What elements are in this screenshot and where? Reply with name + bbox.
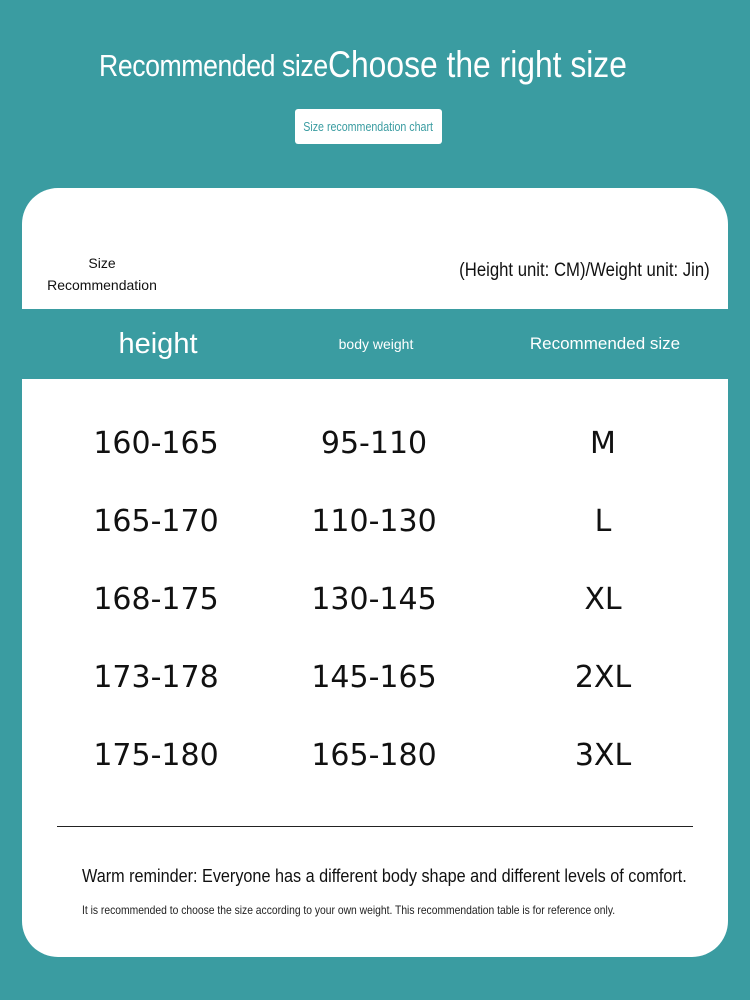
size-cell: 2XL bbox=[574, 659, 632, 695]
height-cell: 165-170 bbox=[93, 503, 219, 539]
column-header-height: height bbox=[118, 327, 198, 360]
weight-cell: 165-180 bbox=[311, 737, 437, 773]
page-title-choose-size: Choose the right size bbox=[328, 44, 627, 85]
size-cell: 3XL bbox=[574, 737, 632, 773]
table-row bbox=[22, 638, 728, 716]
column-header-weight: body weight bbox=[338, 336, 414, 352]
size-cell: M bbox=[590, 425, 616, 461]
weight-cell: 130-145 bbox=[311, 581, 437, 617]
size-table-body bbox=[22, 404, 728, 794]
column-header-size: Recommended size bbox=[529, 334, 681, 353]
size-chart-badge bbox=[295, 109, 442, 144]
size-recommendation-label: Size Recommendation bbox=[47, 255, 157, 293]
page-title-recommended-size: Recommended size bbox=[99, 48, 328, 83]
unit-note: (Height unit: CM)/Weight unit: Jin) bbox=[459, 260, 710, 281]
height-cell: 160-165 bbox=[93, 425, 219, 461]
table-row bbox=[22, 404, 728, 482]
height-cell: 173-178 bbox=[93, 659, 219, 695]
weight-cell: 110-130 bbox=[311, 503, 437, 539]
table-header bbox=[22, 309, 728, 379]
table-row bbox=[22, 560, 728, 638]
reference-note: It is recommended to choose the size according to your own weight. This recommendation table is for reference only. bbox=[82, 903, 616, 917]
weight-cell: 95-110 bbox=[320, 425, 428, 461]
warm-reminder: Warm reminder: Everyone has a different body shape and different levels of comfort. bbox=[82, 866, 687, 886]
divider bbox=[57, 826, 693, 827]
size-cell: XL bbox=[584, 581, 622, 617]
height-cell: 175-180 bbox=[93, 737, 219, 773]
height-cell: 168-175 bbox=[93, 581, 219, 617]
size-card bbox=[22, 188, 728, 957]
size-chart-badge-label: Size recommendation chart bbox=[303, 119, 434, 134]
weight-cell: 145-165 bbox=[311, 659, 437, 695]
table-row bbox=[22, 482, 728, 560]
size-cell: L bbox=[594, 503, 612, 539]
table-row bbox=[22, 716, 728, 794]
page-header bbox=[0, 0, 750, 180]
